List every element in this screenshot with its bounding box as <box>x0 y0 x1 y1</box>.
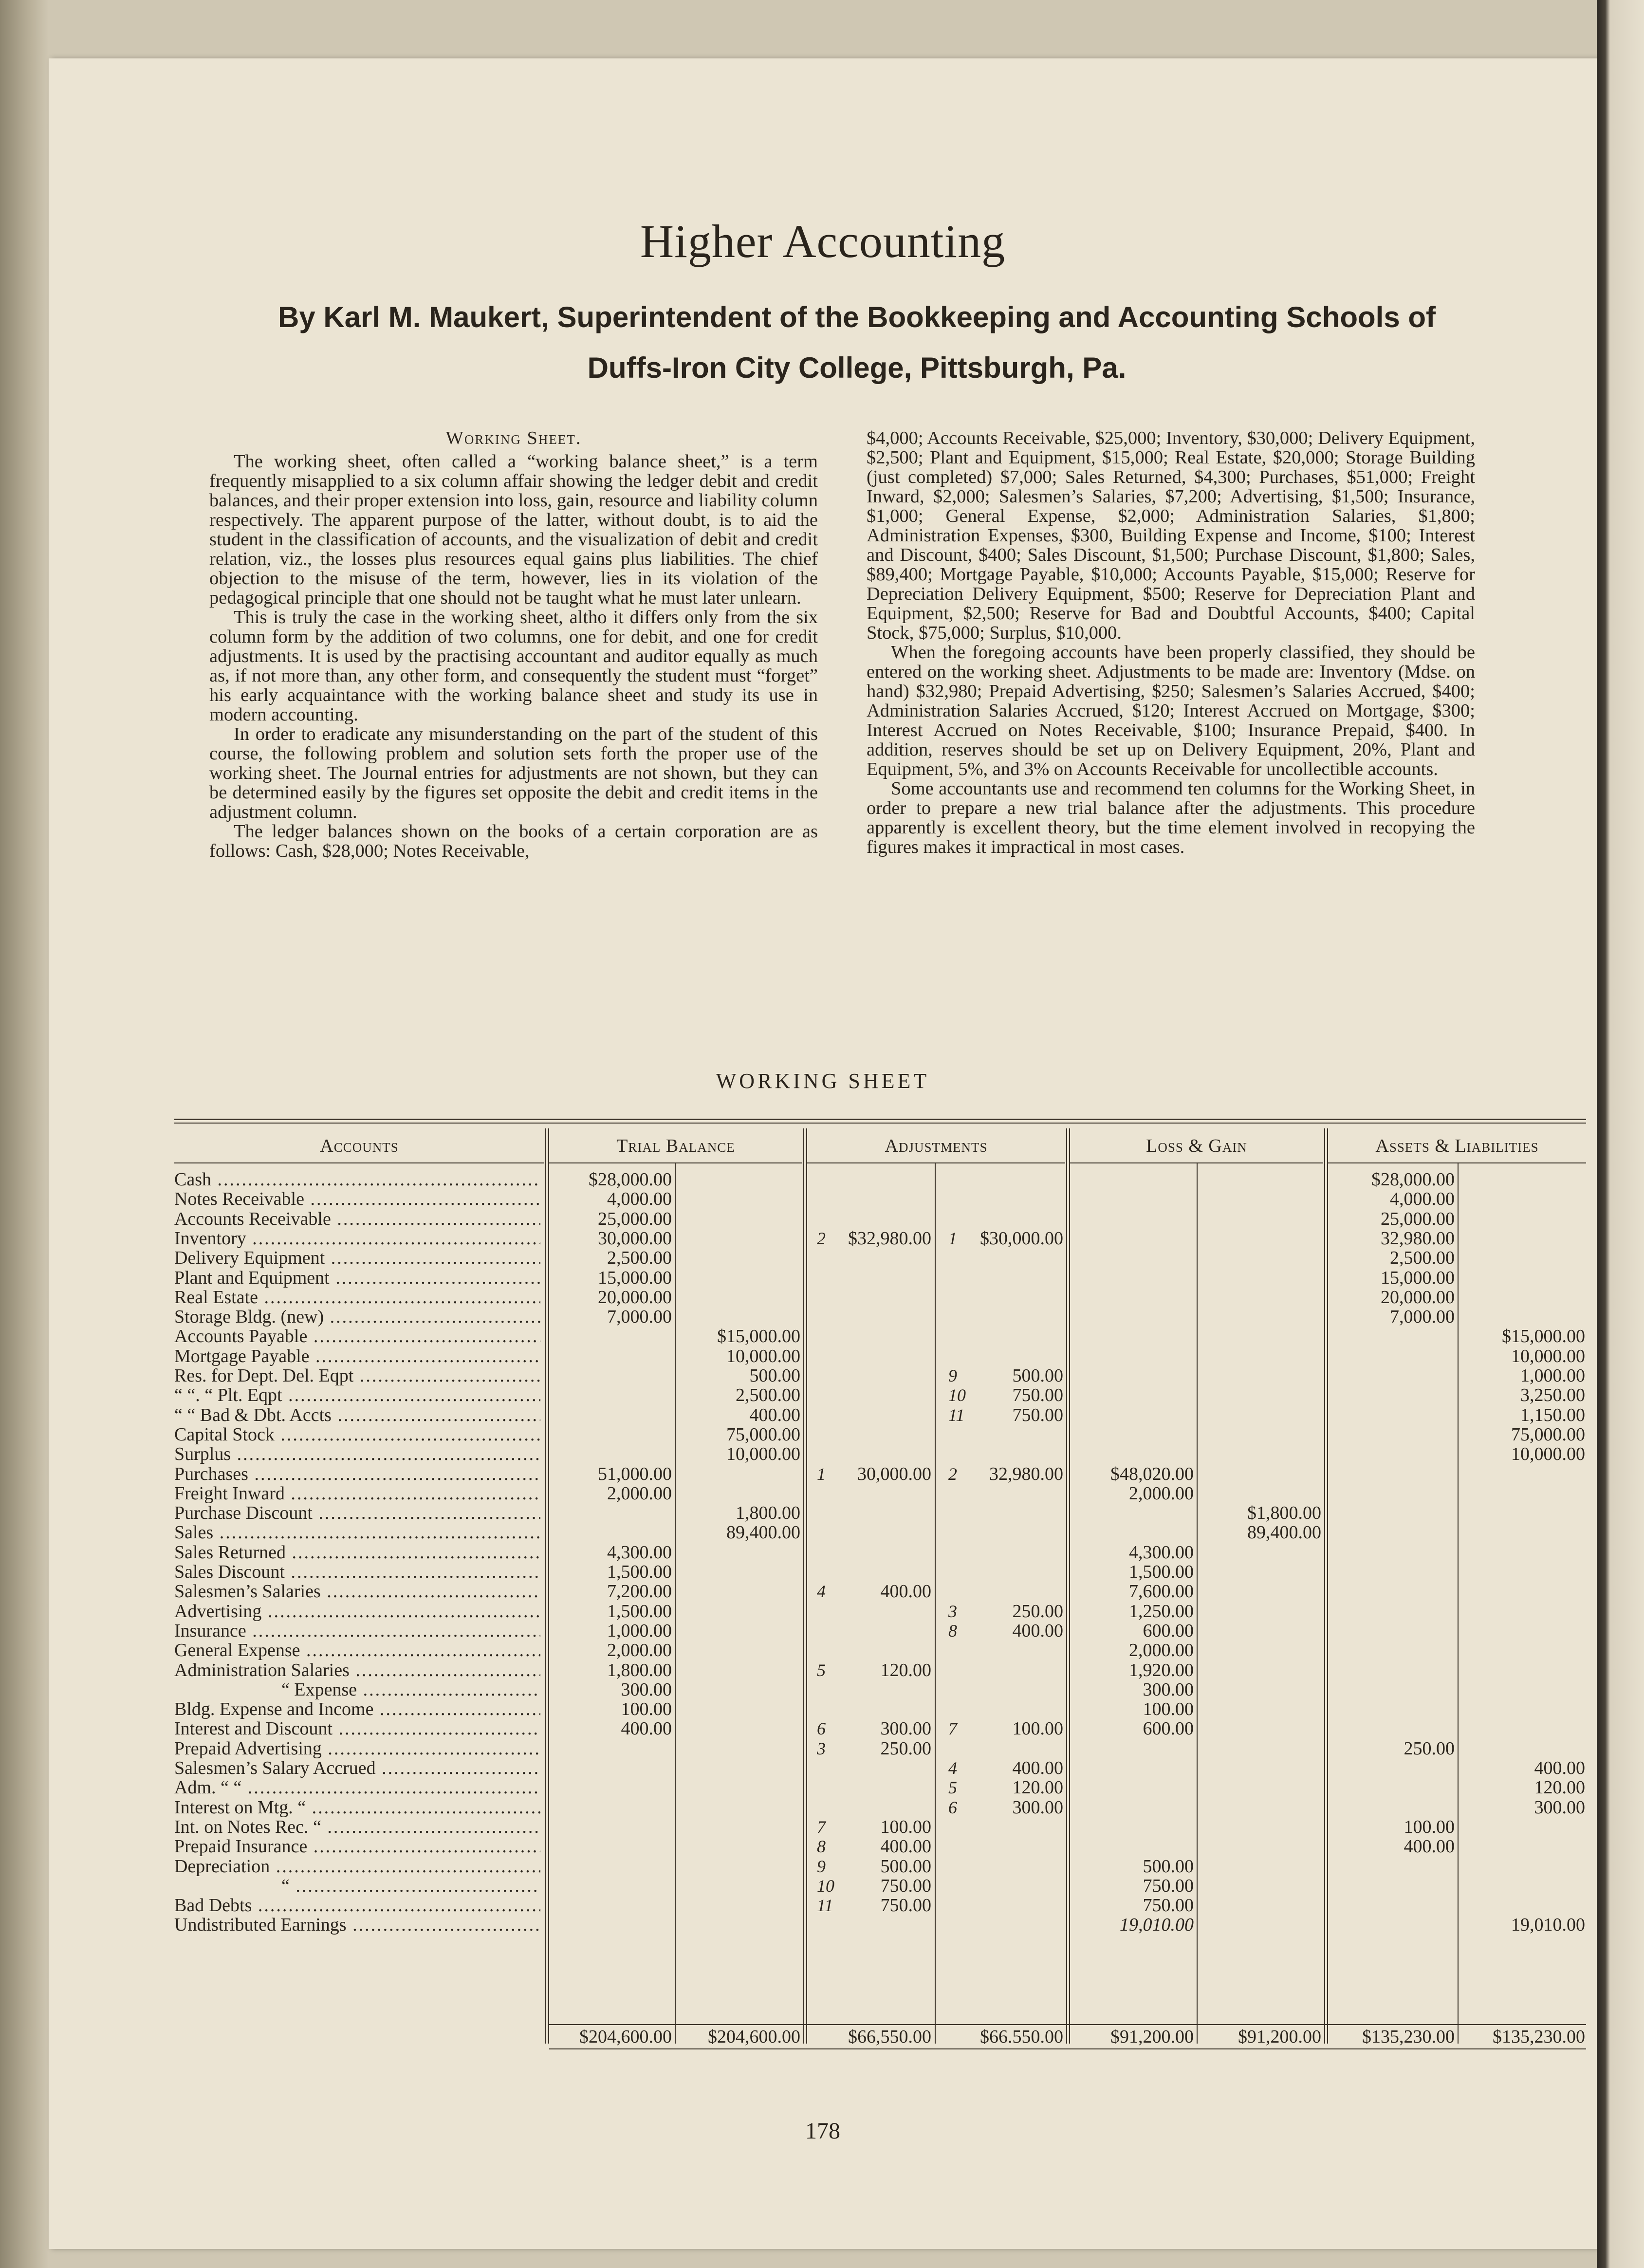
cell-tb-dr: 4,000.00 <box>607 1189 672 1210</box>
header-accounts: Accounts <box>320 1136 399 1156</box>
cell-lg-dr: 1,250.00 <box>1129 1601 1194 1622</box>
account-name: Adm. “ “ ..... <box>174 1778 540 1797</box>
byline <box>195 292 1519 393</box>
cell-tb-dr: $28,000.00 <box>589 1169 672 1190</box>
account-name: Inventory ..... <box>174 1229 540 1248</box>
working-sheet-table <box>174 1119 1586 2068</box>
adjustment-ref: 11 <box>817 1896 833 1916</box>
account-name: Freight Inward ..... <box>174 1484 540 1503</box>
cell-al-dr: 4,000.00 <box>1390 1189 1455 1210</box>
adjustment-ref: 9 <box>817 1856 826 1876</box>
cell-adj-cr: 250.00 <box>1012 1601 1063 1622</box>
cell-al-cr: 400.00 <box>1534 1758 1585 1778</box>
header-trial-balance: Trial Balance <box>616 1136 735 1156</box>
cell-al-cr: 3,250.00 <box>1520 1385 1585 1406</box>
account-name: Sales ..... <box>174 1523 540 1542</box>
column-rule <box>1458 1163 1459 2044</box>
account-name: Mortgage Payable ..... <box>174 1346 540 1366</box>
account-name: Sales Discount ..... <box>174 1562 540 1582</box>
cell-adj-dr: 400.00 <box>880 1836 931 1857</box>
cell-adj-dr: 750.00 <box>880 1875 931 1896</box>
adjustment-ref: 4 <box>948 1758 957 1778</box>
column-rule <box>675 1163 676 2044</box>
cell-al-dr: 250.00 <box>1404 1738 1455 1759</box>
cell-al-cr: 10,000.00 <box>1511 1444 1585 1465</box>
total-al-cr: $135,230.00 <box>1493 2027 1585 2047</box>
cell-tb-dr: 4,300.00 <box>607 1542 672 1563</box>
cell-tb-dr: 2,000.00 <box>607 1483 672 1504</box>
cell-lg-dr: 4,300.00 <box>1129 1542 1194 1563</box>
cell-tb-dr: 15,000.00 <box>598 1267 672 1288</box>
facing-page-edge <box>1597 0 1644 2268</box>
header-loss-gain: Loss & Gain <box>1146 1136 1247 1156</box>
cell-tb-dr: 7,200.00 <box>607 1581 672 1602</box>
account-name: Purchase Discount ..... <box>174 1503 540 1523</box>
total-tb-cr: $204,600.00 <box>708 2027 800 2047</box>
account-name: Salesmen’s Salary Accrued ..... <box>174 1758 540 1778</box>
cell-tb-dr: 1,800.00 <box>607 1660 672 1680</box>
page <box>49 58 1597 2249</box>
cell-tb-dr: 7,000.00 <box>607 1307 672 1328</box>
cell-tb-dr: 25,000.00 <box>598 1208 672 1229</box>
cell-adj-dr: $32,980.00 <box>848 1228 931 1249</box>
cell-adj-cr: 120.00 <box>1012 1777 1063 1798</box>
cell-al-dr: 32,980.00 <box>1381 1228 1455 1249</box>
cell-lg-dr: $48,020.00 <box>1110 1463 1194 1484</box>
cell-adj-dr: 750.00 <box>880 1895 931 1916</box>
cell-tb-cr: 75,000.00 <box>726 1424 800 1445</box>
article-left-column <box>209 428 818 861</box>
cell-lg-dr: 1,920.00 <box>1129 1660 1194 1680</box>
account-name: Real Estate ..... <box>174 1288 540 1307</box>
cell-tb-cr: 400.00 <box>749 1404 800 1425</box>
account-name: Plant and Equipment ..... <box>174 1268 540 1288</box>
adjustment-ref: 11 <box>948 1405 965 1425</box>
cell-adj-cr: 32,980.00 <box>989 1463 1063 1484</box>
byline-line-2: Duffs-Iron City College, Pittsburgh, Pa. <box>587 351 1127 384</box>
account-name: Accounts Receivable ..... <box>174 1209 540 1229</box>
paragraph: When the foregoing accounts have been properly classified, they should be entered on the working sheet. Adjustments to be made are: Inventory (Mdse. on hand) $32,980; Prepaid Advertising, $250; Salesmen’s Salaries Accrued, $400; Administration Salaries Accrued, $120; Interest Accrued on Mortgage, $300; Interest Accrued on Notes Receivable, $100; Insurance Prepaid, $400. In addition, reserves should be set up on Delivery Equipment, 20%, Plant and Equipment, 5%, and 3% on Accounts Receivable for uncollectible accounts. <box>867 642 1475 779</box>
cell-lg-dr: 2,000.00 <box>1129 1483 1194 1504</box>
total-al-dr: $135,230.00 <box>1362 2027 1455 2047</box>
cell-tb-dr: 20,000.00 <box>598 1287 672 1308</box>
cell-lg-dr: 600.00 <box>1143 1620 1194 1641</box>
account-name: Storage Bldg. (new) ..... <box>174 1307 540 1327</box>
adjustment-ref: 1 <box>948 1228 957 1248</box>
cell-tb-cr: 10,000.00 <box>726 1346 800 1366</box>
cell-tb-cr: 500.00 <box>749 1365 800 1386</box>
account-name: Delivery Equipment ..... <box>174 1248 540 1268</box>
adjustment-ref: 10 <box>948 1385 966 1405</box>
cell-tb-dr: 1,000.00 <box>607 1620 672 1641</box>
account-name: General Expense ..... <box>174 1641 540 1660</box>
adjustment-ref: 5 <box>817 1660 826 1680</box>
cell-adj-cr: $30,000.00 <box>980 1228 1063 1249</box>
cell-al-dr: 400.00 <box>1404 1836 1455 1857</box>
cell-tb-cr: 10,000.00 <box>726 1444 800 1465</box>
adjustment-ref: 9 <box>948 1366 957 1385</box>
cell-adj-dr: 400.00 <box>880 1581 931 1602</box>
account-name: Accounts Payable ..... <box>174 1327 540 1346</box>
account-name: Bad Debts ..... <box>174 1896 540 1915</box>
total-lg-cr: $91,200.00 <box>1238 2027 1321 2047</box>
cell-tb-dr: 2,500.00 <box>607 1248 672 1269</box>
cell-al-dr: 2,500.00 <box>1390 1248 1455 1269</box>
account-name: “ “. “ Plt. Eqpt ..... <box>174 1385 540 1405</box>
book-binding <box>0 0 49 2268</box>
adjustment-ref: 6 <box>948 1797 957 1817</box>
cell-al-cr: 19,010.00 <box>1511 1915 1585 1936</box>
total-lg-dr: $91,200.00 <box>1110 2027 1194 2047</box>
paragraph: $4,000; Accounts Receivable, $25,000; Inventory, $30,000; Delivery Equipment, $2,500; Plant and Equipment, $15,000; Real Estate, $20,000; Storage Building (just completed) $7,000; Sales Returned, $4,300; Purchases, $51,000; Freight Inward, $2,000; Salesmen’s Salaries, $7,200; Advertising, $1,500; Insurance, $1,000; General Expense, $2,000; Administration Salaries, $1,800; Administration Expenses, $300, Building Expense and Income, $100; Interest and Discount, $400; Sales Discount, $1,500; Purchase Discount, $1,800; Sales, $89,400; Mortgage Payable, $10,000; Accounts Payable, $15,000; Reserve for Depreciation Delivery Equipment, $500; Reserve for Depreciation Plant and Equipment, $2,500; Reserve for Bad and Doubtful Accounts, $400; Capital Stock, $75,000; Surplus, $10,000. <box>867 428 1475 643</box>
adjustment-ref: 2 <box>817 1228 826 1248</box>
account-name: Surplus ..... <box>174 1444 540 1464</box>
account-name: Administration Salaries ..... <box>174 1660 540 1680</box>
cell-tb-dr: 400.00 <box>621 1718 672 1739</box>
cell-al-cr: $15,000.00 <box>1502 1326 1585 1347</box>
page-title: Higher Accounting <box>640 215 1006 267</box>
account-name: Purchases ..... <box>174 1464 540 1484</box>
cell-tb-dr: 300.00 <box>621 1679 672 1700</box>
cell-lg-dr: 750.00 <box>1143 1895 1194 1916</box>
account-name: Depreciation ..... <box>174 1857 540 1876</box>
account-name: Capital Stock ..... <box>174 1425 540 1444</box>
account-name: “ ..... <box>174 1876 540 1896</box>
cell-al-cr: 1,150.00 <box>1520 1404 1585 1425</box>
totals-rule <box>549 2024 1586 2025</box>
header-adjustments: Adjustments <box>885 1136 988 1156</box>
cell-tb-dr: 100.00 <box>621 1699 672 1720</box>
cell-tb-dr: 1,500.00 <box>607 1601 672 1622</box>
total-adj-dr: $66,550.00 <box>848 2027 931 2047</box>
paragraph: The ledger balances shown on the books of a certain corporation are as follows: Cash, $28,000; Notes Receivable, <box>209 821 818 861</box>
account-name: Advertising ..... <box>174 1602 540 1621</box>
account-name: Interest and Discount ..... <box>174 1719 540 1738</box>
adjustment-ref: 6 <box>817 1719 826 1739</box>
cell-lg-dr: 500.00 <box>1143 1856 1194 1877</box>
header-assets-liabilities: Assets & Liabilities <box>1375 1136 1539 1156</box>
header-rule <box>174 1162 544 1163</box>
paragraph: Some accountants use and recommend ten columns for the Working Sheet, in order to prepare a new trial balance after the adjustments. This procedure apparently is excellent theory, but the time element involved in recopying the figures makes it impractical in most cases. <box>867 778 1475 857</box>
cell-adj-cr: 300.00 <box>1012 1797 1063 1818</box>
cell-lg-dr: 600.00 <box>1143 1718 1194 1739</box>
account-name: Cash ..... <box>174 1170 540 1189</box>
column-rule <box>1197 1163 1198 2044</box>
cell-al-cr: 300.00 <box>1534 1797 1585 1818</box>
cell-lg-dr: 100.00 <box>1143 1699 1194 1720</box>
cell-tb-cr: $15,000.00 <box>717 1326 800 1347</box>
cell-lg-dr: 300.00 <box>1143 1679 1194 1700</box>
account-name: Salesmen’s Salaries ..... <box>174 1582 540 1601</box>
adjustment-ref: 8 <box>948 1621 957 1641</box>
adjustment-ref: 10 <box>817 1876 834 1896</box>
adjustment-ref: 4 <box>817 1582 826 1602</box>
bottom-rule <box>549 2048 1586 2049</box>
cell-adj-cr: 100.00 <box>1012 1718 1063 1739</box>
cell-adj-dr: 500.00 <box>880 1856 931 1877</box>
cell-adj-cr: 750.00 <box>1012 1404 1063 1425</box>
cell-adj-dr: 250.00 <box>880 1738 931 1759</box>
article-right-column <box>867 428 1475 857</box>
adjustment-ref: 3 <box>817 1738 826 1758</box>
cell-al-cr: 10,000.00 <box>1511 1346 1585 1366</box>
adjustment-ref: 3 <box>948 1601 957 1621</box>
cell-adj-dr: 300.00 <box>880 1718 931 1739</box>
cell-tb-dr: 30,000.00 <box>598 1228 672 1249</box>
total-tb-dr: $204,600.00 <box>579 2027 672 2047</box>
account-name: Sales Returned ..... <box>174 1543 540 1562</box>
cell-adj-dr: 100.00 <box>880 1816 931 1837</box>
total-adj-cr: $66.550.00 <box>980 2027 1063 2047</box>
cell-adj-dr: 30,000.00 <box>857 1463 931 1484</box>
cell-tb-dr: 2,000.00 <box>607 1640 672 1661</box>
header-rule <box>807 1162 1065 1163</box>
paragraph: This is truly the case in the working sheet, altho it differs only from the six column form by the addition of two columns, one for debit, and one for credit adjustments. It is used by the practising accountant and auditor equally as much as, if not more than, any other form, and consequently the student must “forget” his early acquaintance with the working balance sheet and study its use in modern accounting. <box>209 607 818 725</box>
account-name: Notes Receivable ..... <box>174 1189 540 1209</box>
section-heading: Working Sheet. <box>445 428 582 448</box>
cell-tb-cr: 1,800.00 <box>736 1503 800 1524</box>
cell-lg-dr: 7,600.00 <box>1129 1581 1194 1602</box>
adjustment-ref: 8 <box>817 1837 826 1857</box>
table-top-rule-2 <box>174 1123 1586 1124</box>
adjustment-ref: 2 <box>948 1464 957 1484</box>
cell-lg-dr: 1,500.00 <box>1129 1562 1194 1582</box>
cell-al-dr: 100.00 <box>1404 1816 1455 1837</box>
cell-adj-cr: 500.00 <box>1012 1365 1063 1386</box>
cell-adj-cr: 750.00 <box>1012 1385 1063 1406</box>
account-name: Res. for Dept. Del. Eqpt ..... <box>174 1366 540 1385</box>
paragraph: The working sheet, often called a “working balance sheet,” is a term frequently misapplied to a six column affair showing the ledger debit and credit balances, and their proper extension into loss, gain, resource and liability column respectively. The apparent purpose of the latter, without doubt, is to aid the student in the classification of accounts, and the visualization of debit and credit relation, viz., the losses plus resources equal gains plus liabilities. The chief objection to the misuse of the term, however, lies in its violation of the pedagogical principle that one should not be taught what he must later unlearn. <box>209 451 818 608</box>
account-name: Prepaid Advertising ..... <box>174 1739 540 1758</box>
adjustment-ref: 5 <box>948 1778 957 1798</box>
cell-lg-dr: 750.00 <box>1143 1875 1194 1896</box>
cell-lg-dr: 19,010.00 <box>1120 1915 1194 1936</box>
byline-line-1: By Karl M. Maukert, Superintendent of the Bookkeeping and Accounting Schools of <box>278 301 1436 333</box>
account-name: Bldg. Expense and Income ..... <box>174 1699 540 1719</box>
cell-adj-dr: 120.00 <box>880 1660 931 1680</box>
cell-tb-cr: 89,400.00 <box>726 1522 800 1543</box>
account-name: Undistributed Earnings ..... <box>174 1915 540 1935</box>
header-rule <box>549 1162 802 1163</box>
cell-al-dr: 20,000.00 <box>1381 1287 1455 1308</box>
cell-al-dr: $28,000.00 <box>1371 1169 1455 1190</box>
header-rule <box>1328 1162 1586 1163</box>
account-name: “ Expense ..... <box>174 1680 540 1699</box>
table-top-rule <box>174 1119 1586 1120</box>
adjustment-ref: 7 <box>948 1719 957 1739</box>
account-name: Interest on Mtg. “ ..... <box>174 1798 540 1817</box>
account-name: “ “ Bad & Dbt. Accts ..... <box>174 1405 540 1425</box>
account-name: Prepaid Insurance ..... <box>174 1837 540 1856</box>
cell-al-cr: 75,000.00 <box>1511 1424 1585 1445</box>
account-name: Int. on Notes Rec. “ ..... <box>174 1817 540 1837</box>
account-name: Insurance ..... <box>174 1621 540 1641</box>
cell-al-cr: 120.00 <box>1534 1777 1585 1798</box>
cell-al-cr: 1,000.00 <box>1520 1365 1585 1386</box>
adjustment-ref: 1 <box>817 1464 826 1484</box>
page-number: 178 <box>805 2118 840 2144</box>
cell-adj-cr: 400.00 <box>1012 1620 1063 1641</box>
cell-lg-dr: 2,000.00 <box>1129 1640 1194 1661</box>
cell-adj-cr: 400.00 <box>1012 1758 1063 1778</box>
cell-al-dr: 25,000.00 <box>1381 1208 1455 1229</box>
cell-al-dr: 7,000.00 <box>1390 1307 1455 1328</box>
cell-tb-cr: 2,500.00 <box>736 1385 800 1406</box>
cell-lg-cr: $1,800.00 <box>1247 1503 1321 1524</box>
cell-tb-dr: 51,000.00 <box>598 1463 672 1484</box>
cell-al-dr: 15,000.00 <box>1381 1267 1455 1288</box>
working-sheet-title: WORKING SHEET <box>716 1069 930 1093</box>
cell-lg-cr: 89,400.00 <box>1247 1522 1321 1543</box>
paragraph: In order to eradicate any misunderstanding on the part of the student of this course, the following problem and solution sets forth the proper use of the working sheet. The Journal entries for adjustments are not shown, but they can be determined easily by the figures set opposite the debit and credit items in the adjustment column. <box>209 724 818 822</box>
cell-tb-dr: 1,500.00 <box>607 1562 672 1582</box>
adjustment-ref: 7 <box>817 1817 826 1837</box>
